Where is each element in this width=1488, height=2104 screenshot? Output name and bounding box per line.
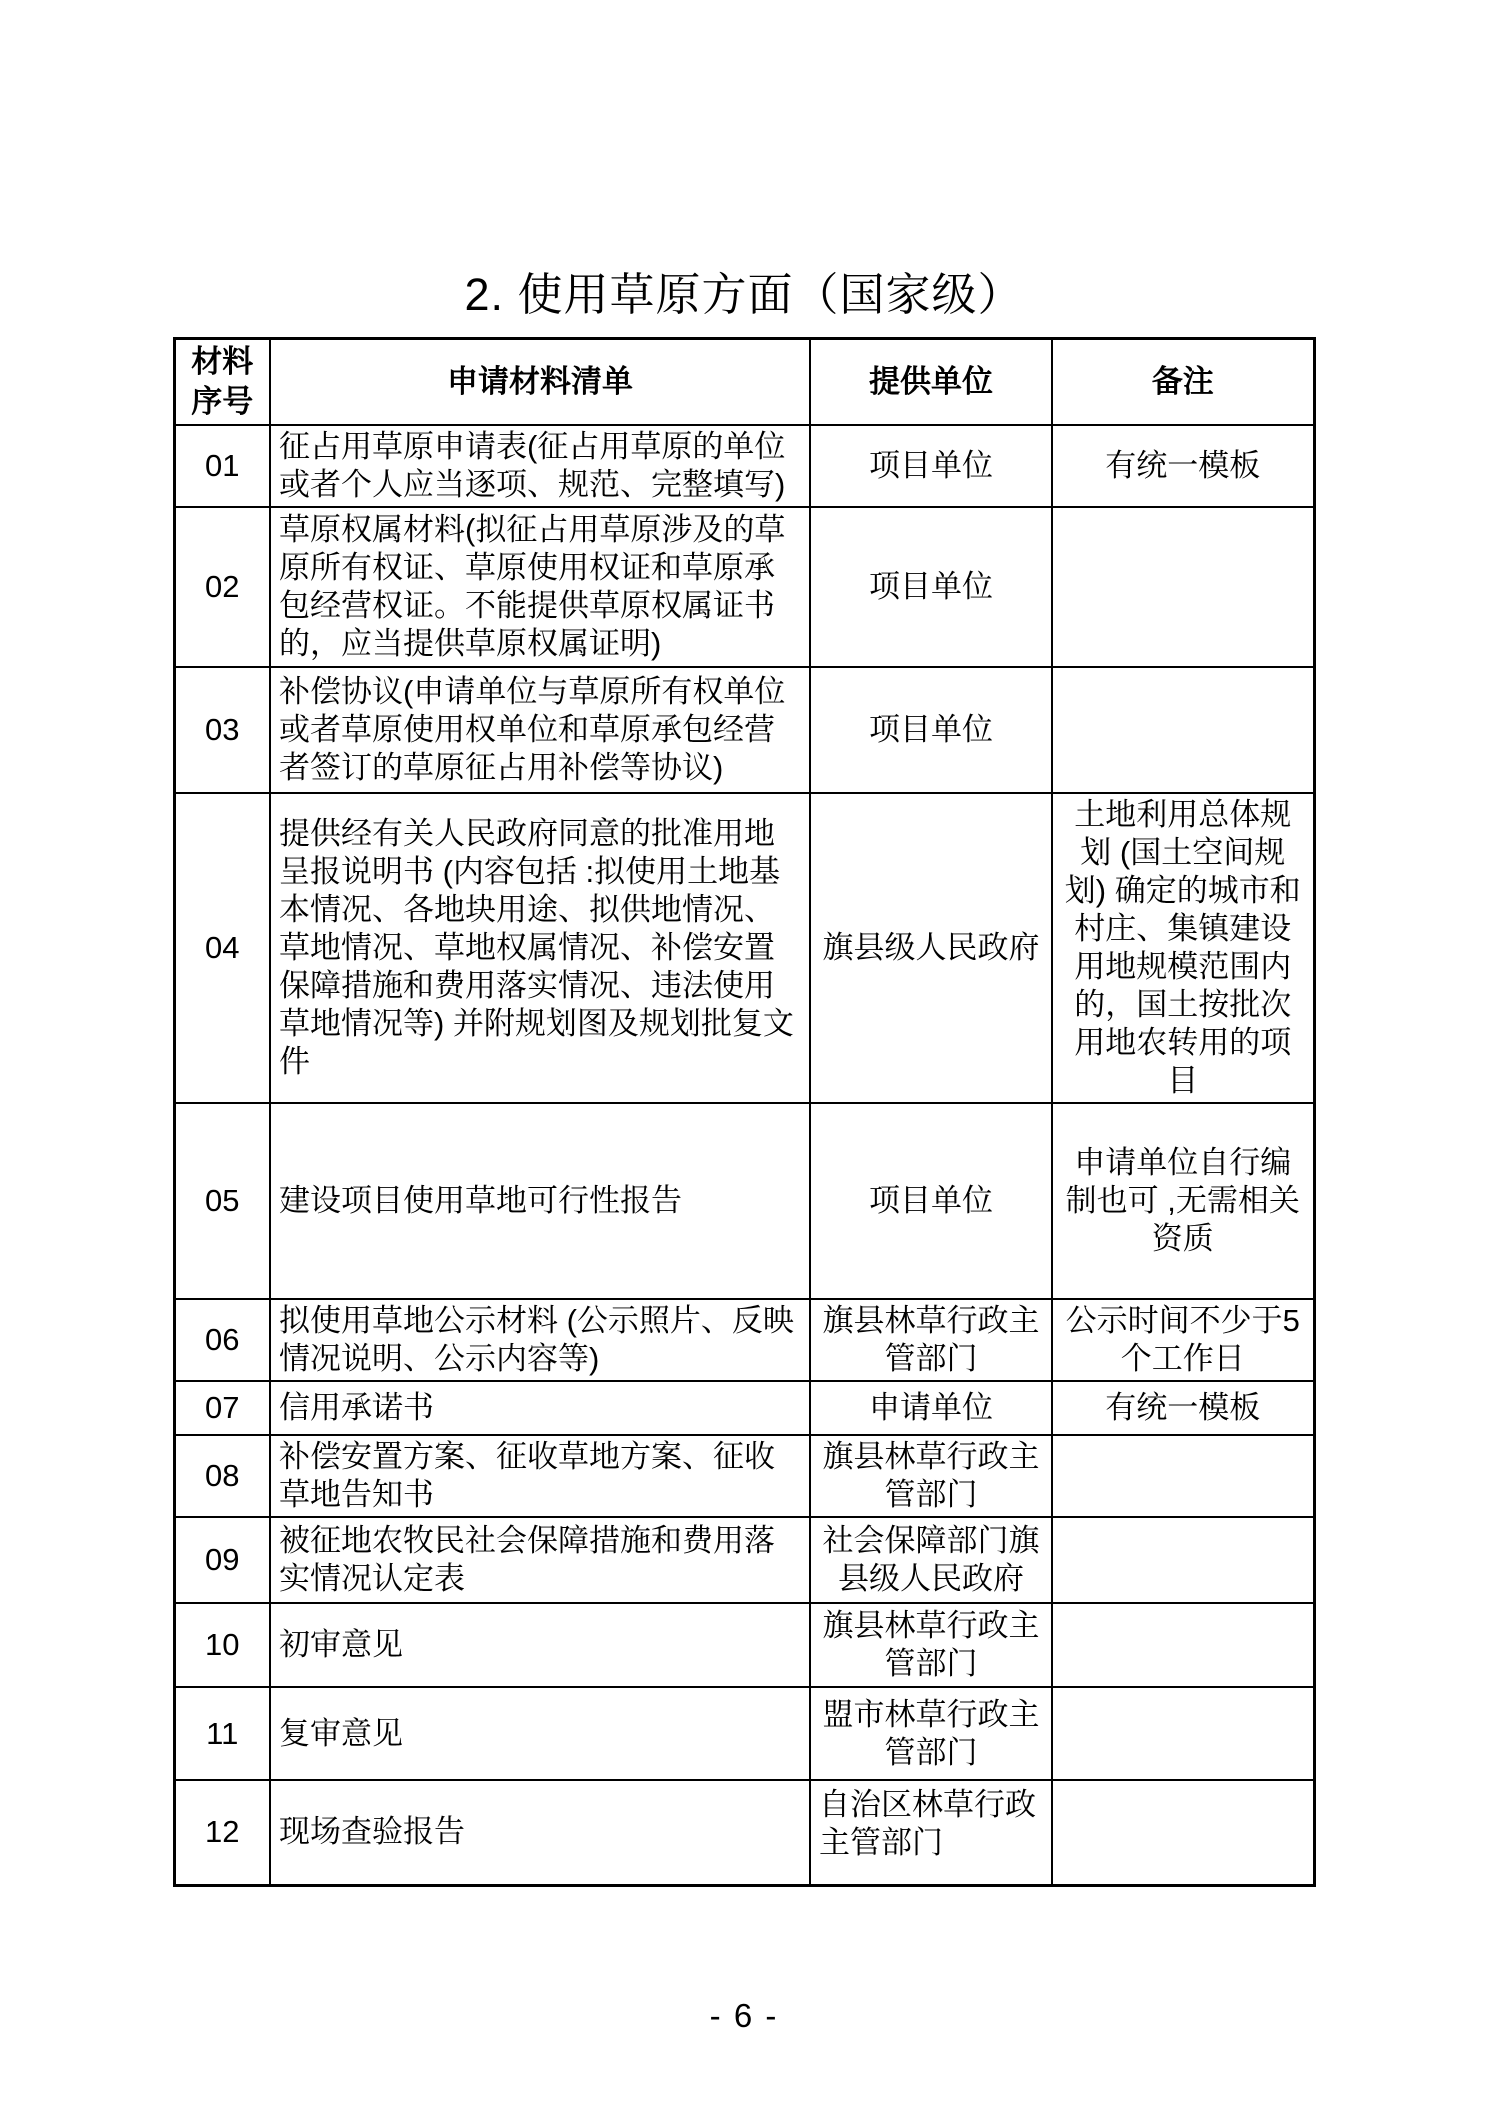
table-row: [174, 1603, 1314, 1687]
cell-material-no: 10: [174, 1603, 270, 1687]
table-row: [174, 1299, 1314, 1381]
cell-material-list: 征占用草原申请表(征占用草原的单位或者个人应当逐项、规范、完整填写): [270, 425, 810, 507]
cell-material-list: 信用承诺书: [270, 1381, 810, 1435]
table-body: [174, 425, 1314, 1885]
cell-material-no: 04: [174, 793, 270, 1103]
header-material-list: 申请材料清单: [270, 339, 810, 426]
cell-material-list: 补偿安置方案、征收草地方案、征收草地告知书: [270, 1435, 810, 1517]
table-row: [174, 667, 1314, 793]
cell-provider: 申请单位: [810, 1381, 1052, 1435]
cell-material-no: 05: [174, 1103, 270, 1299]
cell-provider: 项目单位: [810, 507, 1052, 667]
cell-provider: 盟市林草行政主管部门: [810, 1687, 1052, 1780]
cell-remark: 有统一模板: [1052, 425, 1314, 507]
cell-material-list: 补偿协议(申请单位与草原所有权单位或者草原使用权单位和草原承包经营者签订的草原征占用补偿等协议): [270, 667, 810, 793]
table-row: [174, 1103, 1314, 1299]
cell-provider: 社会保障部门旗县级人民政府: [810, 1517, 1052, 1603]
cell-material-no: 12: [174, 1780, 270, 1885]
cell-remark: 土地利用总体规划 (国土空间规划) 确定的城市和村庄、集镇建设用地规模范围内的，国土按批次用地农转用的项目: [1052, 793, 1314, 1103]
cell-remark: [1052, 1687, 1314, 1780]
cell-material-list: 现场查验报告: [270, 1780, 810, 1885]
cell-provider: 项目单位: [810, 1103, 1052, 1299]
cell-material-list: 建设项目使用草地可行性报告: [270, 1103, 810, 1299]
cell-material-no: 06: [174, 1299, 270, 1381]
cell-material-no: 03: [174, 667, 270, 793]
cell-remark: 申请单位自行编制也可 ,无需相关资质: [1052, 1103, 1314, 1299]
header-material-no: [174, 339, 270, 426]
cell-material-list: 提供经有关人民政府同意的批准用地呈报说明书 (内容包括 :拟使用土地基本情况、各地块用途、拟供地情况、草地情况、草地权属情况、补偿安置保障措施和费用落实情况、违法使用草地情况等) 并附规划图及规划批复文件: [270, 793, 810, 1103]
table-row: [174, 1780, 1314, 1885]
header-material-no-label: 材料序号: [191, 344, 254, 419]
table-header-row: [174, 339, 1314, 426]
cell-remark: [1052, 1435, 1314, 1517]
cell-remark: [1052, 667, 1314, 793]
cell-remark: [1052, 1517, 1314, 1603]
table-row: [174, 507, 1314, 667]
cell-remark: [1052, 1603, 1314, 1687]
table-row: [174, 1381, 1314, 1435]
cell-provider: 项目单位: [810, 667, 1052, 793]
cell-remark: [1052, 507, 1314, 667]
cell-provider: 项目单位: [810, 425, 1052, 507]
table-row: [174, 425, 1314, 507]
cell-material-no: 02: [174, 507, 270, 667]
cell-material-no: 08: [174, 1435, 270, 1517]
cell-material-list: 复审意见: [270, 1687, 810, 1780]
page-number: - 6 -: [709, 1996, 779, 2034]
header-remark: 备注: [1052, 339, 1314, 426]
cell-material-list: 被征地农牧民社会保障措施和费用落实情况认定表: [270, 1517, 810, 1603]
cell-material-list: 草原权属材料(拟征占用草原涉及的草原所有权证、草原使用权证和草原承包经营权证。不能提供草原权属证书的，应当提供草原权属证明): [270, 507, 810, 667]
table-row: [174, 1517, 1314, 1603]
table-row: [174, 1687, 1314, 1780]
cell-provider: 自治区林草行政主管部门: [810, 1780, 1052, 1885]
cell-material-list: 初审意见: [270, 1603, 810, 1687]
cell-remark: [1052, 1780, 1314, 1885]
cell-material-list: 拟使用草地公示材料 (公示照片、反映情况说明、公示内容等): [270, 1299, 810, 1381]
cell-remark: 公示时间不少于5个工作日: [1052, 1299, 1314, 1381]
page-title: 2. 使用草原方面（国家级）: [464, 269, 1024, 320]
cell-material-no: 07: [174, 1381, 270, 1435]
cell-provider: 旗县级人民政府: [810, 793, 1052, 1103]
cell-provider: 旗县林草行政主管部门: [810, 1299, 1052, 1381]
cell-material-no: 01: [174, 425, 270, 507]
cell-remark: 有统一模板: [1052, 1381, 1314, 1435]
cell-material-no: 11: [174, 1687, 270, 1780]
header-provider: 提供单位: [810, 339, 1052, 426]
table-row: [174, 793, 1314, 1103]
cell-provider: 旗县林草行政主管部门: [810, 1603, 1052, 1687]
cell-material-no: 09: [174, 1517, 270, 1603]
cell-provider: 旗县林草行政主管部门: [810, 1435, 1052, 1517]
table-row: [174, 1435, 1314, 1517]
materials-table: [173, 337, 1316, 1887]
